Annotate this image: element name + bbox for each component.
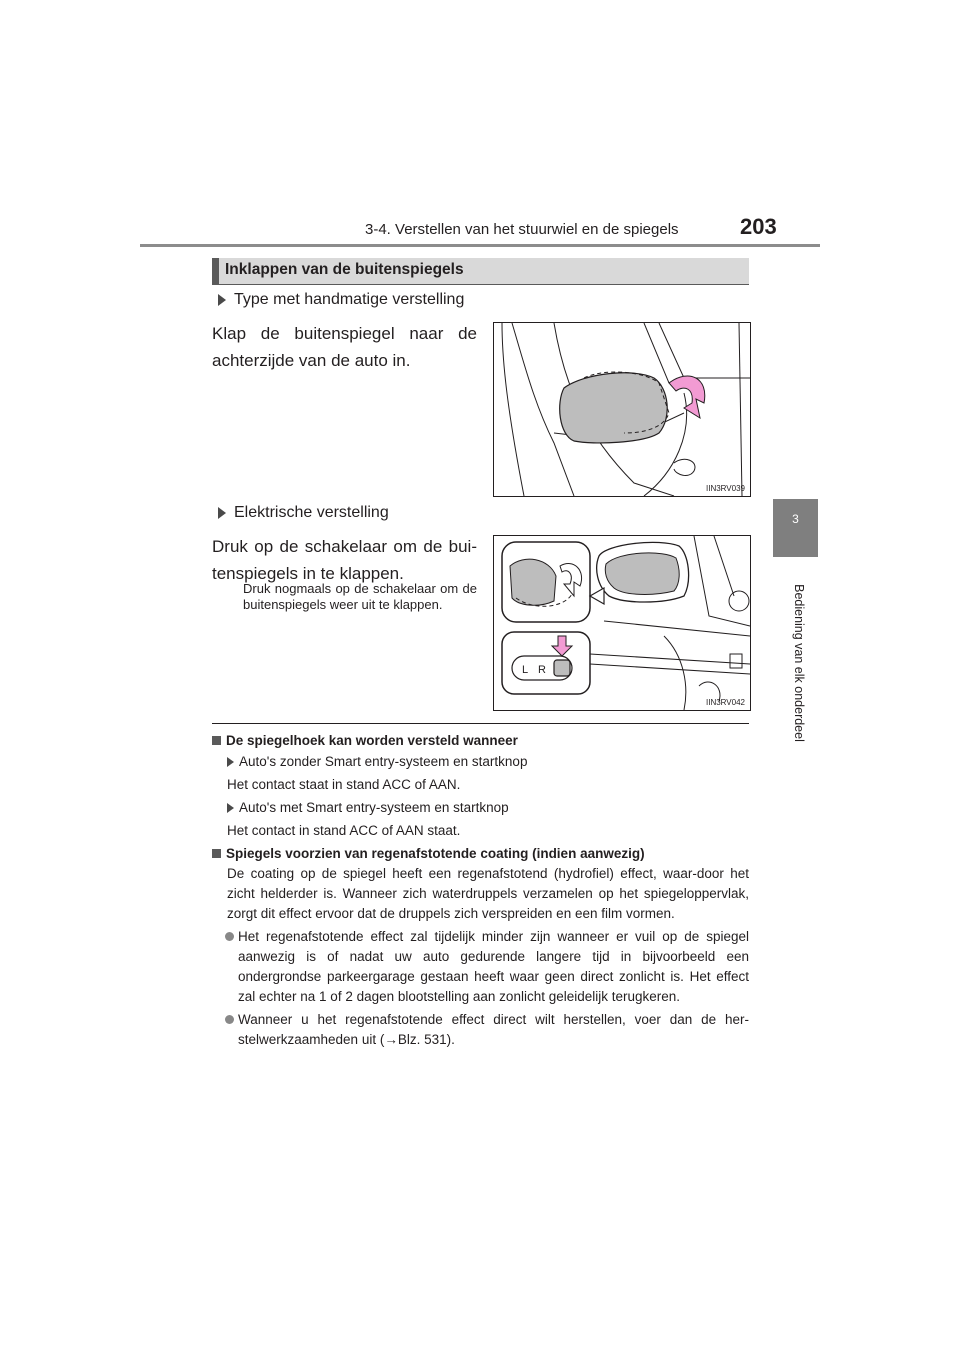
electric-mirror-drawing	[494, 536, 750, 710]
electric-heading: Elektrische verstelling	[218, 504, 389, 522]
switch-label-l: L	[522, 664, 529, 676]
case2-heading: Auto's met Smart entry-systeem en startknop	[212, 798, 749, 818]
chapter-title: Bediening van elk onderdeel	[792, 584, 806, 742]
coating-bullet-2: Wanneer u het regenafstotende effect direct wilt herstellen, voer dan de her-stelwerkzaamheden uit (→Blz. 531).	[212, 1010, 749, 1050]
square-bullet-icon	[212, 736, 221, 745]
section-title: Inklappen van de buitenspiegels	[225, 261, 464, 278]
manual-heading: Type met handmatige verstelling	[218, 291, 464, 309]
switch-label-r: R	[538, 664, 546, 676]
figure-code: IIN3RV039	[706, 484, 745, 493]
coating-text: De coating op de spiegel heeft een regenafstotend (hydrofiel) effect, waar-door het zicht helderder is. Wanneer zich waterdruppels verzamelen op het spiegeloppervlak, zorgt dit effect ervoor dat de druppels zich verspreiden en een film vormen.	[227, 866, 749, 921]
circle-bullet-icon	[225, 932, 234, 941]
triangle-bullet-icon	[227, 803, 234, 813]
header-rule	[140, 244, 820, 247]
circle-bullet-icon	[225, 1015, 234, 1024]
section-accent	[212, 258, 219, 284]
case2-text: Het contact in stand ACC of AAN staat.	[227, 823, 461, 838]
figure-code: IIN3RV042	[706, 698, 745, 707]
chapter-number: 3	[792, 512, 799, 526]
chapter-tab	[773, 499, 818, 557]
chapter-title-vertical	[790, 565, 808, 765]
electric-note: Druk nogmaals op de schakelaar om de buitenspiegels weer uit te klappen.	[243, 581, 477, 612]
triangle-bullet-icon	[218, 507, 226, 519]
section-rule	[212, 284, 749, 285]
triangle-bullet-icon	[227, 757, 234, 767]
manual-instruction: Klap de buitenspiegel naar de achterzijde van de auto in.	[212, 324, 477, 370]
manual-mirror-illustration	[493, 322, 751, 497]
coating-bullet-1: Het regenafstotende effect zal tijdelijk minder zijn wanneer er vuil op de spiegel aanwezig is of nadat uw auto gedurende langere tijd in bijvoorbeeld een ondergrondse parkeergarage gestaan heeft waar geen direct zonlicht is. Het effect zal echter na 1 of 2 dagen blootstelling aan zonlicht geleidelijk terugkeren.	[212, 927, 749, 1007]
running-header: 3-4. Verstellen van het stuurwiel en de spiegels	[365, 221, 679, 238]
case1-text: Het contact staat in stand ACC of AAN.	[227, 777, 461, 792]
electric-mirror-illustration	[493, 535, 751, 711]
square-bullet-icon	[212, 849, 221, 858]
electric-instruction: Druk op de schakelaar om de bui-tenspiegels in te klappen.	[212, 537, 477, 583]
notes-section	[212, 730, 749, 1050]
note-heading-adjust: De spiegelhoek kan worden versteld wanneer	[212, 731, 749, 751]
case1-heading: Auto's zonder Smart entry-systeem en startknop	[212, 752, 749, 772]
manual-mirror-drawing	[494, 323, 750, 496]
note-heading-coating: Spiegels voorzien van regenafstotende coating (indien aanwezig)	[212, 844, 749, 864]
page-number: 203	[740, 214, 777, 239]
notes-divider	[212, 723, 749, 724]
section-title-bar	[212, 258, 749, 284]
triangle-bullet-icon	[218, 294, 226, 306]
